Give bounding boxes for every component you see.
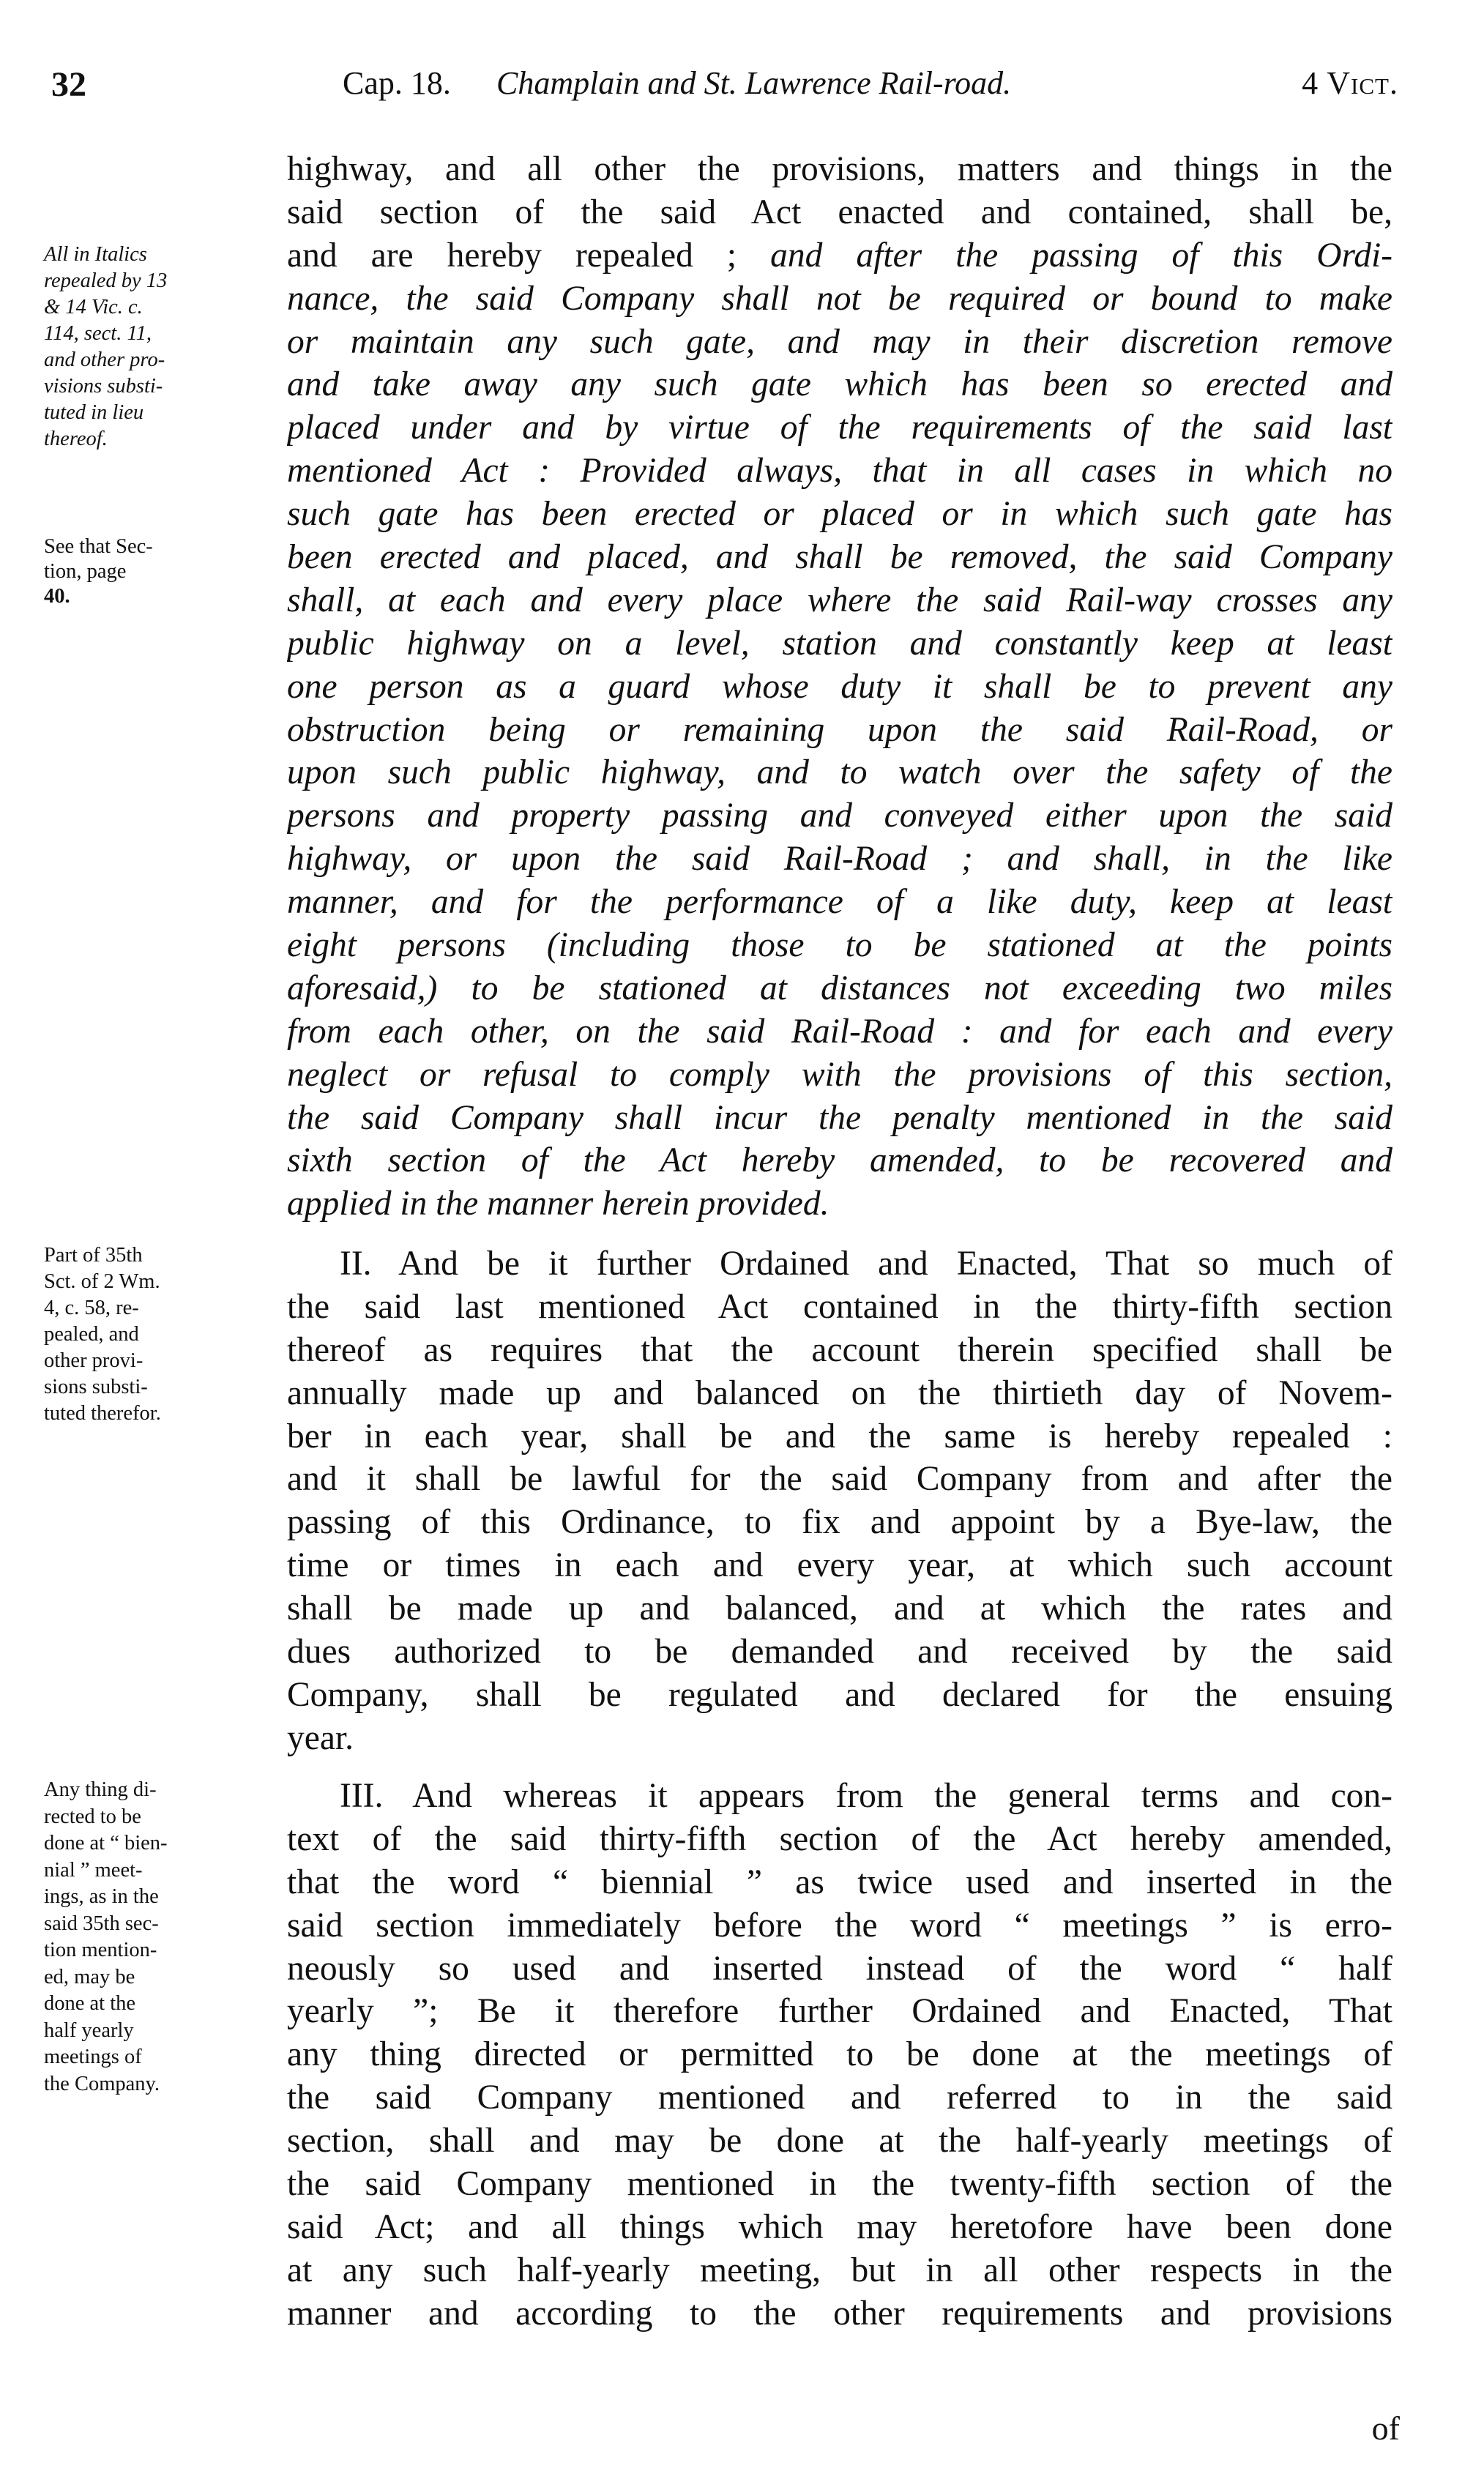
margin-line: All in Italics	[44, 243, 147, 266]
body-line: public highway on a level, station and constantly keep at least	[287, 624, 1392, 663]
body-line: from each other, on the said Rail-Road : and for each and every	[287, 1012, 1392, 1051]
margin-line: 114, sect. 11,	[44, 322, 152, 345]
margin-line: meetings of	[44, 2046, 142, 2068]
body-line: shall, at each and every place where the said Rail-way crosses any	[287, 581, 1392, 619]
body-line: the said Company mentioned and referred to in the said	[287, 2079, 1392, 2117]
body-line: text of the said thirty-fifth section of the Act hereby amended,	[287, 1819, 1392, 1858]
body-line: nance, the said Company shall not be required or bound to make	[287, 279, 1392, 318]
section-1-continuation	[287, 148, 1392, 1226]
body-line: annually made up and balanced on the thirtieth day of Novem-	[287, 1373, 1392, 1412]
body-line: the said last mentioned Act contained in the thirty-fifth section	[287, 1287, 1392, 1326]
margin-line: tion mention-	[44, 1939, 157, 1961]
body-line: obstruction being or remaining upon the said Rail-Road, or	[287, 710, 1392, 749]
body-line: manner and according to the other requirements and provisions	[287, 2294, 1392, 2333]
body-line-roman-part: and are hereby repealed ;	[287, 236, 771, 275]
margin-line: Any thing di-	[44, 1778, 157, 1801]
body-line: persons and property passing and conveyed either upon the said	[287, 797, 1392, 835]
catchword: of	[1371, 2409, 1400, 2447]
body-line: aforesaid,) to be stationed at distances not exceeding two miles	[287, 969, 1392, 1007]
margin-note-repealed	[44, 242, 286, 452]
margin-line: rected to be	[44, 1805, 141, 1828]
body-line: manner, and for the performance of a like duty, keep at least	[287, 883, 1392, 922]
body-line: Company, shall be regulated and declared for the ensuing	[287, 1675, 1392, 1714]
margin-line: other provi-	[44, 1349, 143, 1372]
body-line: passing of this Ordinance, to fix and appoint by a Bye-law, the	[287, 1503, 1392, 1542]
margin-line: Part of 35th	[44, 1244, 143, 1267]
body-line: upon such public highway, and to watch over the safety of the	[287, 753, 1392, 792]
page-number: 32	[51, 65, 86, 104]
margin-line: nial ” meet-	[44, 1858, 143, 1882]
body-line: said section immediately before the word “ meetings ” is erro-	[287, 1906, 1392, 1945]
margin-line: tuted in lieu	[44, 401, 144, 424]
body-line: said Act; and all things which may heretofore have been done	[287, 2207, 1392, 2246]
margin-line: pealed, and	[44, 1323, 139, 1346]
margin-line: sions substi-	[44, 1376, 148, 1398]
body-line: II. And be it further Ordained and Enacted, That so much of	[340, 1245, 1392, 1283]
body-line-italic-part: and after the passing of this Ordi-	[770, 236, 1392, 275]
margin-line: 40.	[44, 585, 70, 608]
margin-note-part-35th	[44, 1242, 286, 1427]
body-line: III. And whereas it appears from the general terms and con-	[340, 1777, 1392, 1815]
body-line: yearly ”; Be it therefore further Ordained and Enacted, That	[287, 1992, 1392, 2031]
body-line: any thing directed or permitted to be done at the meetings of	[287, 2035, 1392, 2074]
margin-line: 4, c. 58, re-	[44, 1297, 139, 1319]
body-line: that the word “ biennial ” as twice used and inserted in the	[287, 1863, 1392, 1901]
body-line: and take away any such gate which has been so erected and	[287, 365, 1392, 404]
margin-line: said 35th sec-	[44, 1912, 159, 1935]
section-3	[287, 1775, 1392, 2335]
body-line: mentioned Act : Provided always, that in all cases in which no	[287, 452, 1392, 491]
margin-line: & 14 Vic. c.	[44, 296, 143, 318]
body-line: the said Company mentioned in the twenty-fifth section of the	[287, 2165, 1392, 2204]
margin-line: done at the	[44, 1992, 136, 2015]
body-line: said section of the said Act enacted and contained, shall be,	[287, 193, 1392, 231]
margin-note-biennial-meetings	[44, 1777, 286, 2098]
body-line-mixed	[287, 234, 1392, 277]
body-line: highway, and all other the provisions, matters and things in the	[287, 150, 1392, 188]
header-title: Champlain and St. Lawrence Rail-road.	[496, 65, 1012, 101]
body-line: at any such half-yearly meeting, but in all other respects in the	[287, 2251, 1392, 2289]
body-line: placed under and by virtue of the requirements of the said last	[287, 409, 1392, 447]
body-line: section, shall and may be done at the half-yearly meetings of	[287, 2122, 1392, 2161]
body-line: neglect or refusal to comply with the provisions of this section,	[287, 1055, 1392, 1094]
margin-note-see-section	[44, 534, 286, 609]
body-line: and it shall be lawful for the said Company from and after the	[287, 1460, 1392, 1499]
body-line: shall be made up and balanced, and at which the rates and	[287, 1589, 1392, 1628]
margin-line: done at “ bien-	[44, 1832, 168, 1854]
body-line: dues authorized to be demanded and received by the said	[287, 1633, 1392, 1671]
body-line: or maintain any such gate, and may in their discretion remove	[287, 322, 1392, 361]
body-line: ber in each year, shall be and the same is hereby repealed :	[287, 1417, 1392, 1455]
body-line: been erected and placed, and shall be removed, the said Company	[287, 538, 1392, 577]
body-line: the said Company shall incur the penalty mentioned in the said	[287, 1098, 1392, 1137]
margin-line: thereof.	[44, 428, 108, 450]
margin-line: visions substi-	[44, 375, 163, 398]
running-header	[51, 64, 1398, 116]
body-line: applied in the manner herein provided.	[287, 1185, 829, 1223]
margin-line: and other pro-	[44, 348, 165, 371]
margin-line: half yearly	[44, 2018, 134, 2042]
chapter-label: Cap. 18.	[343, 65, 451, 101]
body-line: time or times in each and every year, at which such account	[287, 1546, 1392, 1585]
margin-line: tuted therefor.	[44, 1402, 161, 1425]
section-2	[287, 1242, 1392, 1760]
body-line: eight persons (including those to be stationed at the points	[287, 926, 1392, 965]
body-line: highway, or upon the said Rail-Road ; and shall, in the like	[287, 840, 1392, 879]
body-line: thereof as requires that the account therein specified shall be	[287, 1330, 1392, 1369]
body-line: sixth section of the Act hereby amended, to be recovered and	[287, 1141, 1392, 1180]
margin-line: the Company.	[44, 2072, 160, 2095]
regnal-year: 4 Vict.	[1302, 65, 1398, 101]
margin-line: tion, page	[44, 560, 127, 583]
margin-line: ed, may be	[44, 1965, 135, 1988]
body-line: neously so used and inserted instead of the word “ half	[287, 1949, 1392, 1988]
margin-line: repealed by 13	[44, 269, 168, 292]
margin-line: Sct. of 2 Wm.	[44, 1270, 160, 1293]
body-line: one person as a guard whose duty it shall be to prevent any	[287, 667, 1392, 706]
margin-line: ings, as in the	[44, 1885, 159, 1908]
body-line: such gate has been erected or placed or in which such gate has	[287, 495, 1392, 534]
margin-line: See that Sec-	[44, 535, 153, 558]
body-line: year.	[287, 1718, 354, 1757]
